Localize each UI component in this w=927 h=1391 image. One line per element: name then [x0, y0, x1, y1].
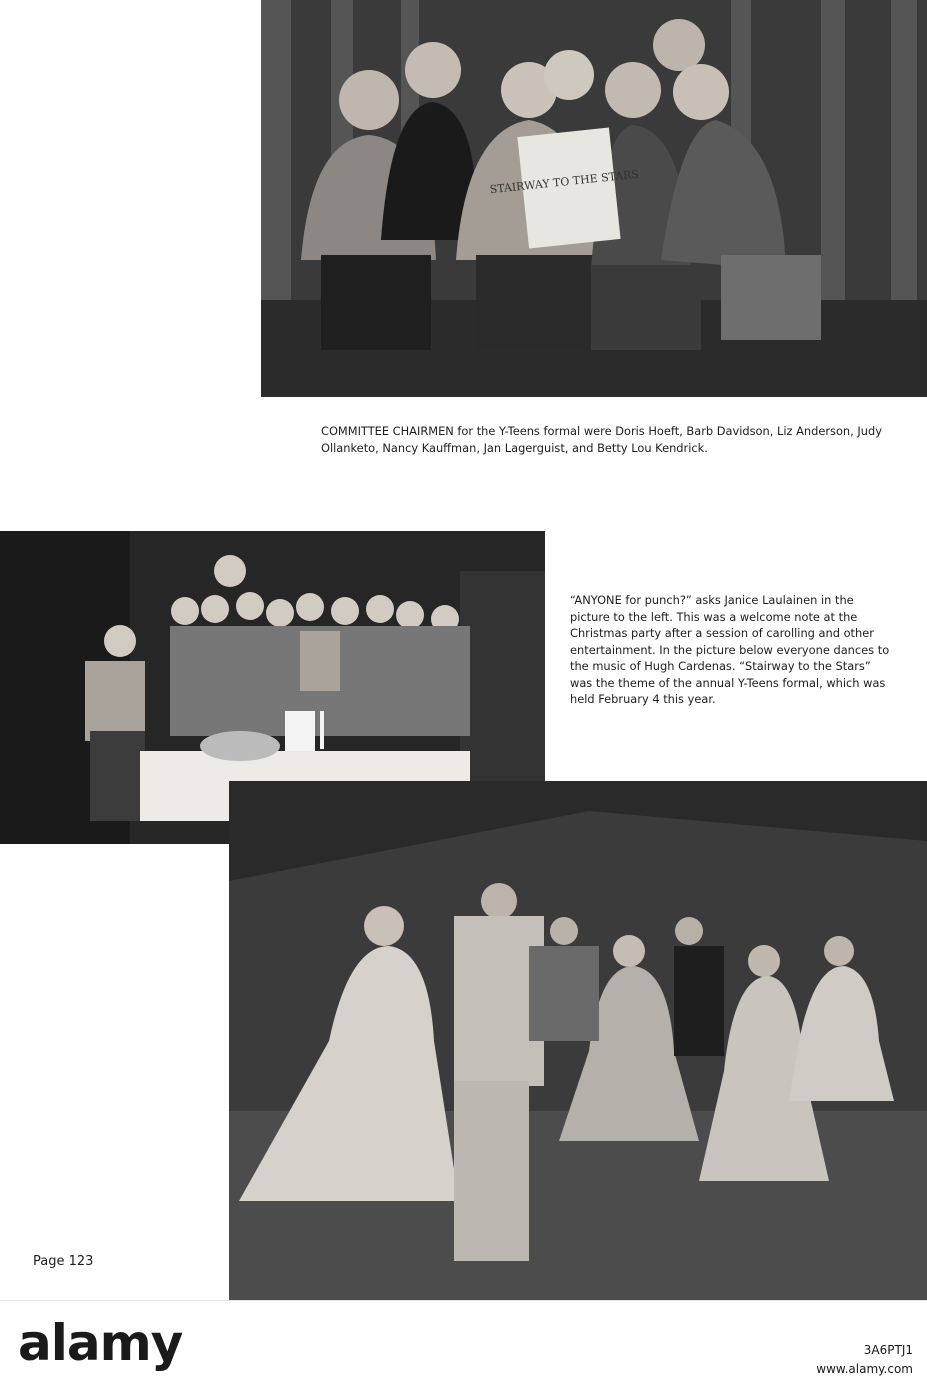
page-number: Page 123: [33, 1254, 94, 1269]
dance-floor-photo: [229, 781, 927, 1300]
committee-caption: COMMITTEE CHAIRMEN for the Y-Teens formal were Doris Hoeft, Barb Davidson, Liz Anderson, Judy Ollanketo, Nancy Kauffman, Jan Lagerguist, and Betty Lou Kendrick.: [321, 424, 882, 455]
watermark-image-id: 3A6PTJ1: [863, 1343, 913, 1357]
sign-text: STAIRWAY TO THE STARS: [489, 167, 640, 197]
watermark-site: www.alamy.com: [816, 1362, 913, 1376]
committee-photo: [261, 0, 927, 397]
punch-caption: “ANYONE for punch?” asks Janice Laulainen in the picture to the left. This was a welcome note at the Christmas party after a session of carolling and other entertainment. In the picture below everyone dances to the music of Hugh Cardenas. “Stairway to the Stars” was the theme of the annual Y-Teens formal, which was held February 4 this year.: [570, 593, 890, 706]
watermark-logo: alamy: [18, 1314, 183, 1372]
